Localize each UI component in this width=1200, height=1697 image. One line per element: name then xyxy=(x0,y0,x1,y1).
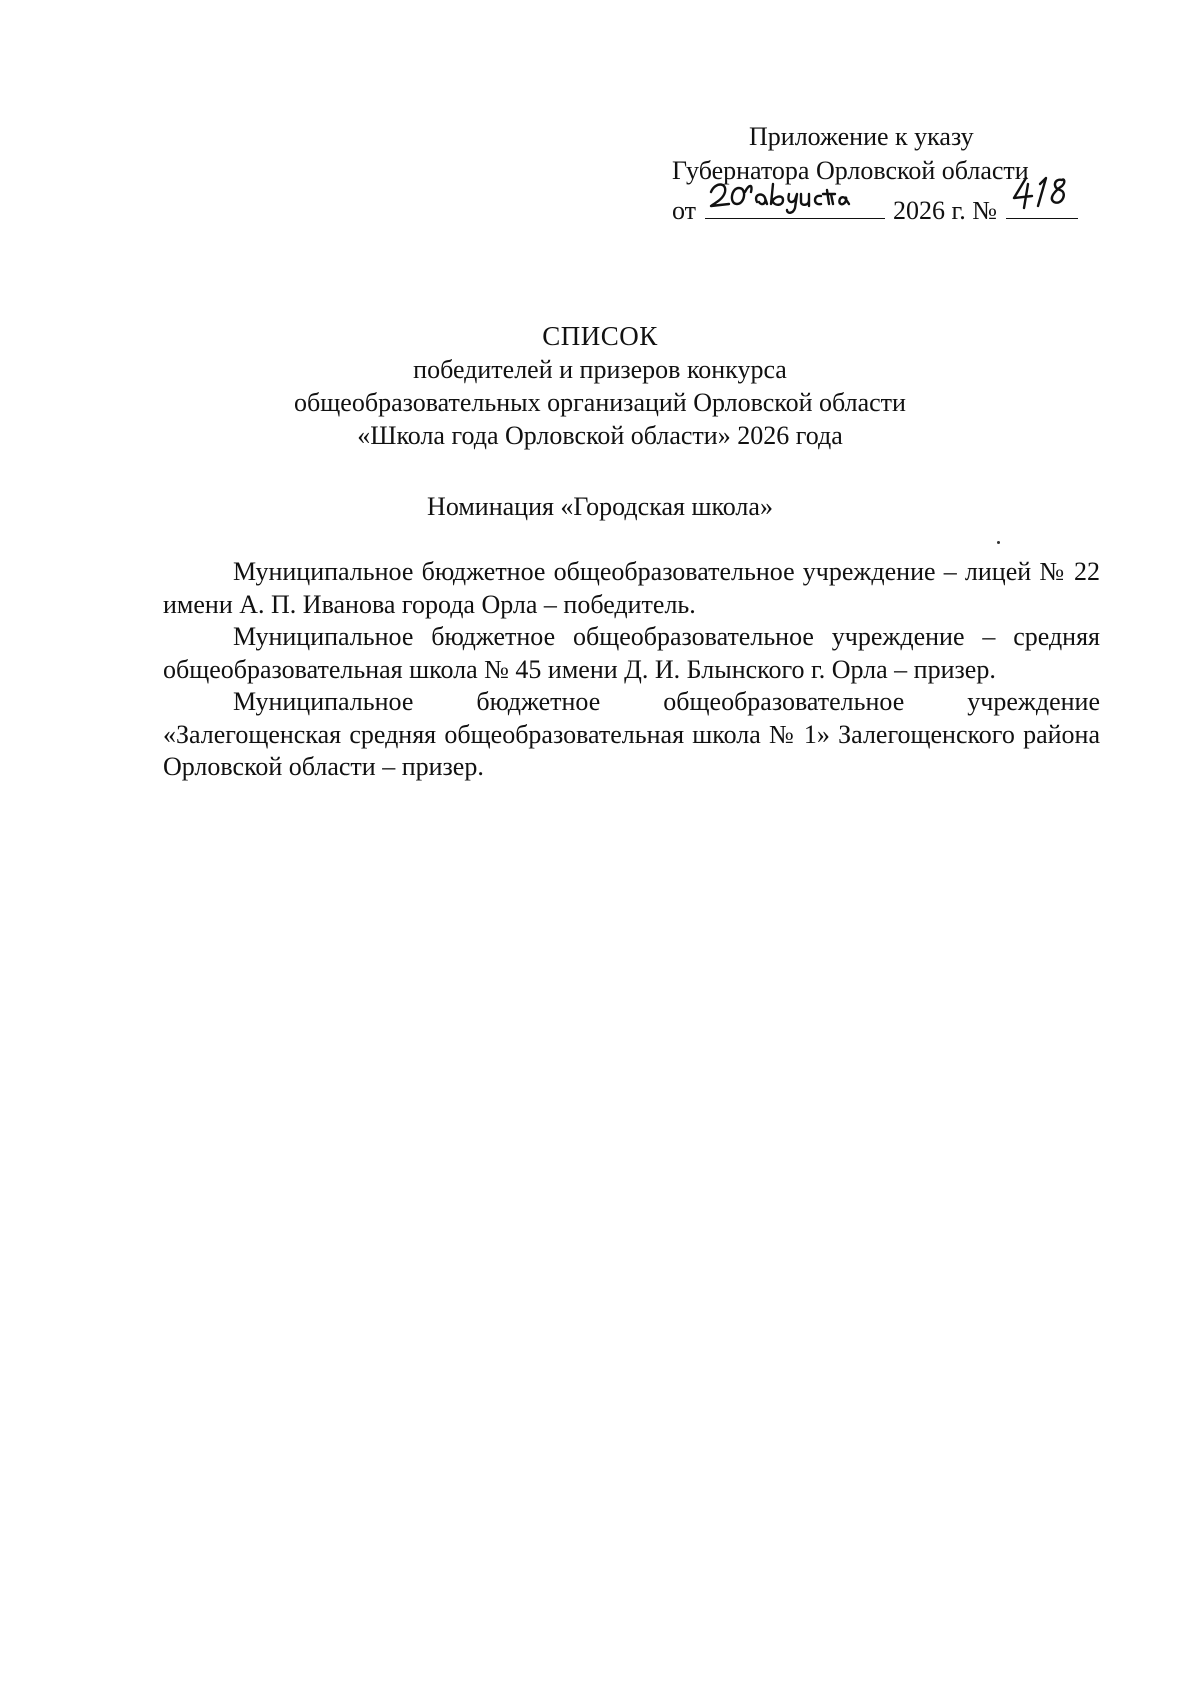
winners-list xyxy=(163,556,1100,784)
heading-subtitle-line-1: победителей и призеров конкурса xyxy=(413,355,787,384)
handwritten-number-field xyxy=(1006,188,1078,219)
nomination-heading: Номинация «Городская школа» xyxy=(427,492,773,521)
handwritten-number-signature xyxy=(1006,172,1078,216)
winner-paragraph: Муниципальное бюджетное общеобразовательное учреждение – лицей № 22 имени А. П. Иванова города Орла – победитель. xyxy=(163,557,1100,619)
appendix-header xyxy=(672,120,1092,228)
handwritten-date-field xyxy=(705,188,885,219)
handwritten-date-signature xyxy=(705,172,885,216)
document-heading xyxy=(0,320,1200,452)
date-prefix: от xyxy=(672,196,697,225)
year-and-number-label: 2026 г. № xyxy=(893,196,998,225)
document-title: СПИСОК xyxy=(542,321,658,351)
prize-winner-paragraph-2: Муниципальное бюджетное общеобразовательное учреждение «Залегощенская средняя общеобразовательная школа № 1» Залегощенского района Орловской области – призер. xyxy=(163,687,1100,781)
prize-winner-paragraph-1: Муниципальное бюджетное общеобразовательное учреждение – средняя общеобразовательная школа № 45 имени Д. И. Блынского г. Орла – призер. xyxy=(163,622,1100,684)
heading-subtitle-line-3: «Школа года Орловской области» 2026 года xyxy=(357,421,843,450)
scan-speck xyxy=(997,541,1000,544)
appendix-line-2: Губернатора Орловской области xyxy=(672,156,1029,185)
heading-subtitle-line-2: общеобразовательных организаций Орловской области xyxy=(294,388,906,417)
appendix-date-line xyxy=(672,188,1092,228)
appendix-line-1: Приложение к указу xyxy=(749,122,974,151)
